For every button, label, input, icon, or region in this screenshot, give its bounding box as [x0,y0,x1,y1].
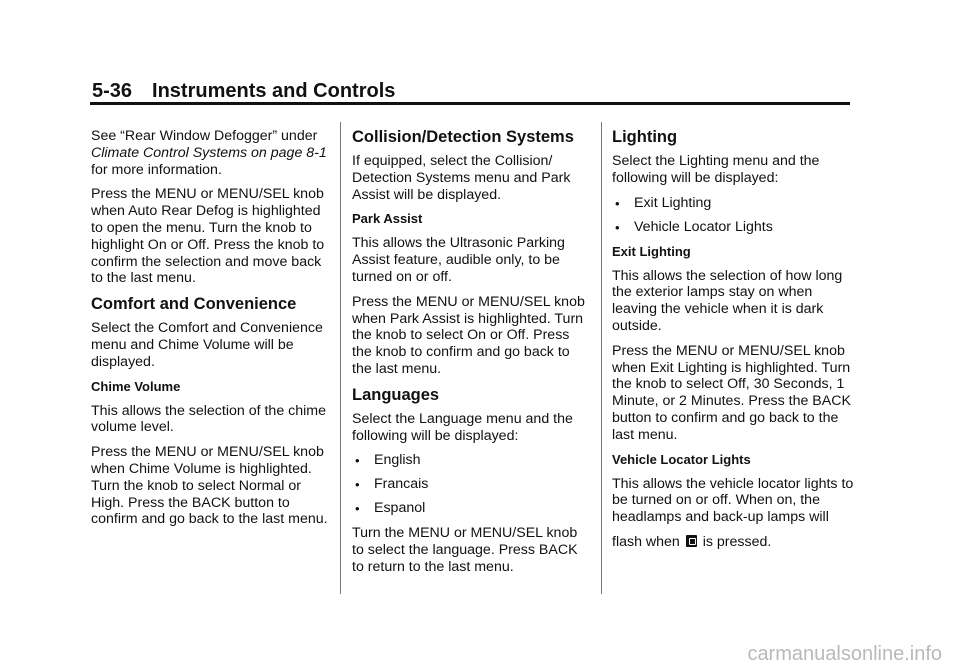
heading-languages: Languages [352,385,440,404]
paragraph [612,534,860,551]
paragraph: Press the MENU or MENU/SEL knob when Park Assist is highlighted. Turn the knob to select On or Off. Press the knob to confirm and go back to the last menu. [352,293,585,377]
heading-comfort-convenience: Comfort and Convenience [91,295,297,314]
column-2 [352,128,590,584]
subheading-vehicle-locator-lights: Vehicle Locator Lights [612,451,751,467]
paragraph: Press the MENU or MENU/SEL knob when Chime Volume is highlighted. Turn the knob to select Normal or High. Press the BACK button to confirm and go back to the last menu. [91,444,328,528]
remote-lock-key-icon [686,535,697,547]
cross-reference-link[interactable]: Climate Control Systems on page 8-1 [91,144,327,161]
paragraph: Turn the MENU or MENU/SEL knob to select the language. Press BACK to return to the last menu. [352,525,578,575]
paragraph: This allows the selection of how long the exterior lamps stay on when leaving the vehicle when it is dark outside. [612,267,843,334]
paragraph: Press the MENU or MENU/SEL knob when Auto Rear Defog is highlighted to open the menu. Turn the knob to highlight On or Off. Press the knob to confirm the selection and move back to the last menu. [91,186,325,287]
subheading-exit-lighting: Exit Lighting [612,243,691,259]
list-item: • English [352,452,590,469]
list-item: • Espanol [352,500,590,517]
text: for more information. [91,161,222,178]
watermark: carmanualsonline.info [747,643,942,665]
paragraph: Select the Lighting menu and the following will be displayed: [612,153,820,186]
section-title: Instruments and Controls [152,80,396,102]
paragraph: Select the Comfort and Convenience menu and Chime Volume will be displayed. [91,320,323,370]
list-item: • Francais [352,476,590,493]
paragraph: This allows the vehicle locator lights to be turned on or off. When on, the headlamps and back-up lamps will [612,475,854,526]
language-list [352,452,590,517]
paragraph: If equipped, select the Collision/ Detection Systems menu and Park Assist will be displayed. [352,153,571,203]
heading-collision-detection: Collision/Detection Systems [352,128,574,146]
column-3 [612,128,860,559]
paragraph: This allows the Ultrasonic Parking Assist feature, audible only, to be turned on or off. [352,235,565,285]
heading-lighting: Lighting [612,128,678,146]
list-item: • Exit Lighting [612,195,860,212]
column-divider [601,122,602,594]
paragraph: This allows the selection of the chime volume level. [91,402,326,436]
subheading-chime-volume: Chime Volume [91,378,181,394]
column-divider [340,122,341,594]
text: is pressed. [698,533,772,550]
lighting-list [612,195,860,236]
text: See “Rear Window Defogger” under [91,128,318,144]
paragraph: Press the MENU or MENU/SEL knob when Exit Lighting is highlighted. Turn the knob to select Off, 30 Seconds, 1 Minute, or 2 Minutes. Press the BACK button to confirm and go back to the last menu. [612,342,851,443]
paragraph: Select the Language menu and the following will be displayed: [352,410,573,444]
header-rule [90,102,850,105]
subheading-park-assist: Park Assist [352,211,423,227]
column-1 [91,128,331,536]
paragraph [91,128,331,178]
list-item: • Vehicle Locator Lights [612,219,860,236]
page-header [92,80,848,103]
page-number: 5-36 [92,80,133,102]
text: flash when [612,533,684,550]
